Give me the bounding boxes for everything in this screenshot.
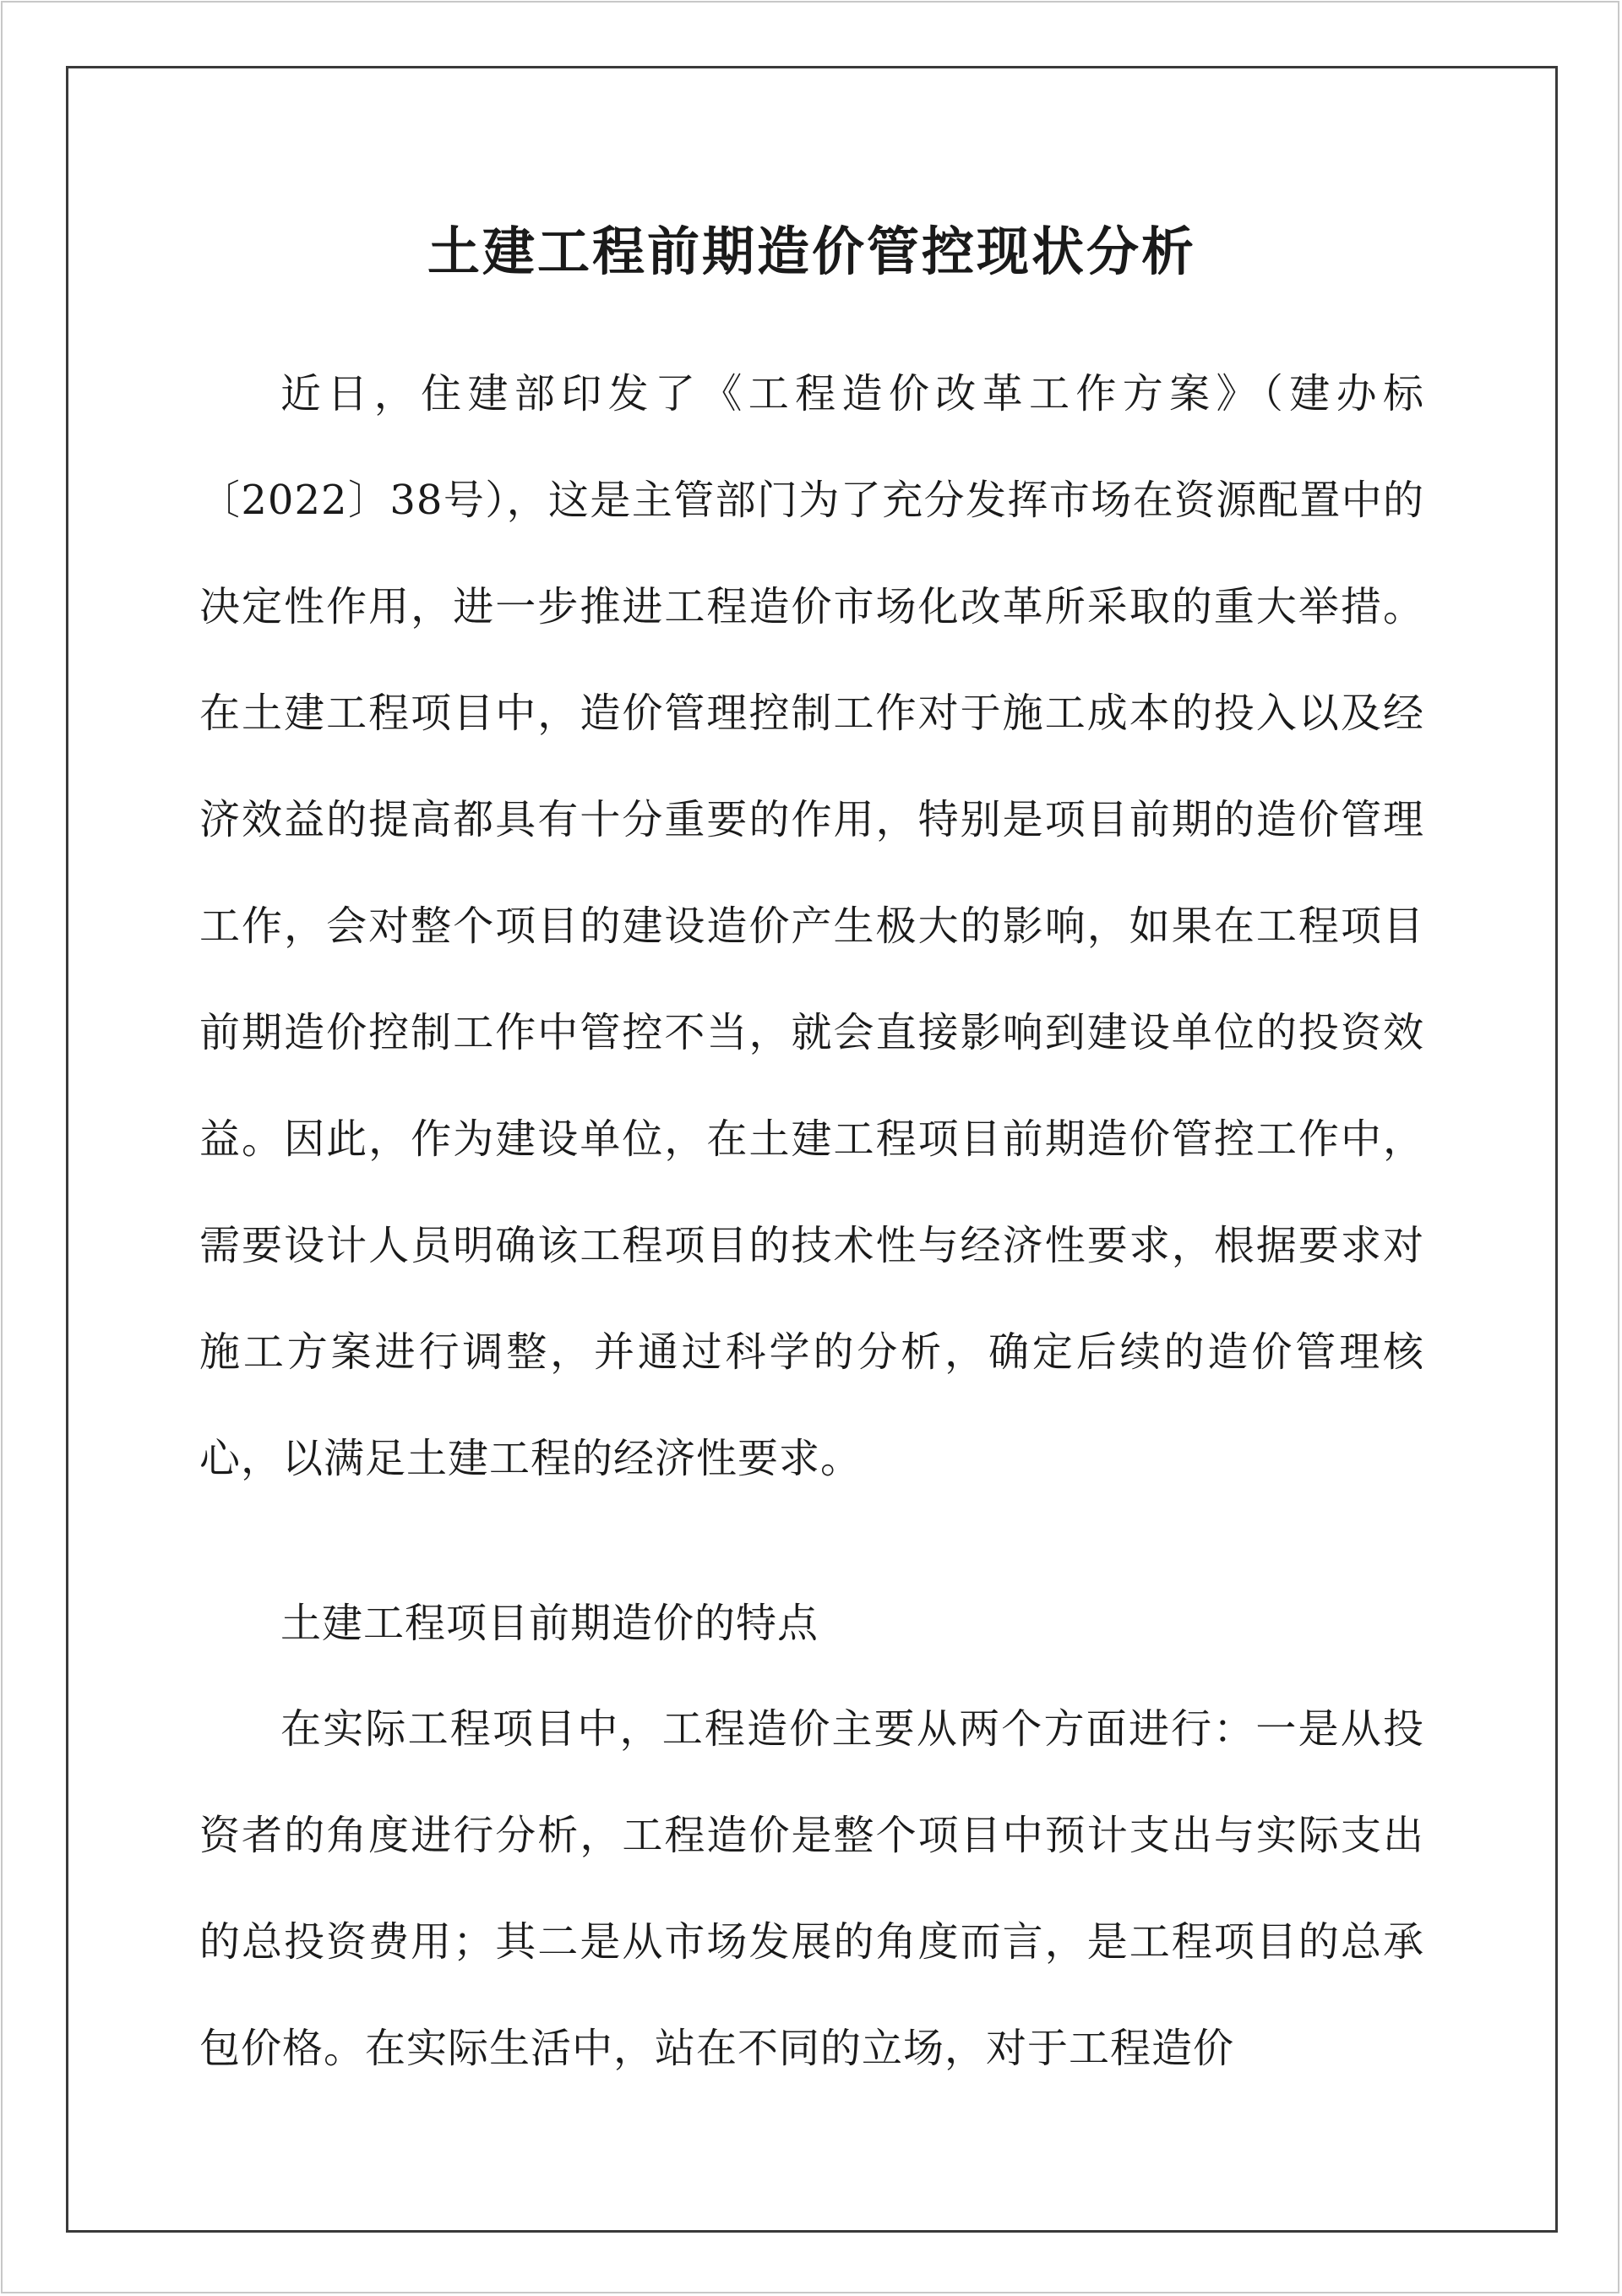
paragraph-intro: 近日，住建部印发了《工程造价改革工作方案》（建办标〔2022〕38号），这是主管部门为了充分发挥市场在资源配置中的决定性作用，进一步推进工程造价市场化改革所采取的重大举措。在土建工程项目中，造价管理控制工作对于施工成本的投入以及经济效益的提高都具有十分重要的作用，特别是项目前期的造价管理工作，会对整个项目的建设造价产生极大的影响，如果在工程项目前期造价控制工作中管控不当，就会直接影响到建设单位的投资效益。因此，作为建设单位，在土建工程项目前期造价管控工作中，需要设计人员明确该工程项目的技术性与经济性要求，根据要求对施工方案进行调整，并通过科学的分析，确定后续的造价管理核心，以满足土建工程的经济性要求。: [199, 370, 1424, 1482]
section-heading: 土建工程项目前期造价的特点: [280, 1600, 819, 1647]
document-title: 土建工程前期造价管控现状分析: [427, 221, 1196, 282]
paragraph-characteristics: 在实际工程项目中，工程造价主要从两个方面进行：一是从投资者的角度进行分析，工程造价是整个项目中预计支出与实际支出的总投资费用；其二是从市场发展的角度而言，是工程项目的总承包价格。在实际生活中，站在不同的立场，对于工程造价: [199, 1705, 1424, 2072]
